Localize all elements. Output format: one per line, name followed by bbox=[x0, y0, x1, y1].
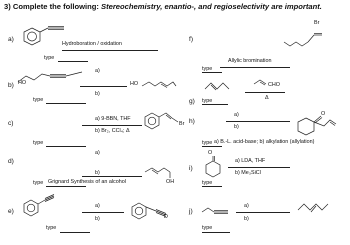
problem-b-step-a: a) bbox=[95, 68, 100, 74]
problem-c-letter: c) bbox=[8, 120, 14, 127]
problem-a-type-blank[interactable] bbox=[58, 61, 88, 62]
problem-c-step-a: a) 9-BBN, THF bbox=[95, 116, 131, 122]
problem-g-heat: Δ bbox=[265, 95, 269, 101]
problem-e-arrow bbox=[82, 212, 124, 213]
problem-j-step-b: b) bbox=[244, 216, 249, 222]
problem-j-type-label: type bbox=[202, 225, 213, 231]
problem-d-oh-label: OH bbox=[166, 179, 175, 185]
problem-e-step-b: b) bbox=[95, 216, 100, 222]
cyclohexanone-structure bbox=[203, 155, 225, 179]
problem-e-type-label: type bbox=[46, 225, 57, 231]
problem-d-arrow bbox=[82, 176, 142, 177]
alcohol-product-structure bbox=[144, 162, 180, 182]
problem-b-ho-label: HO bbox=[18, 80, 27, 86]
problem-h-note: a) B.-L. acid-base; b) alkylation (allylation) bbox=[214, 139, 315, 145]
product-alkene-structure bbox=[141, 78, 177, 90]
allyl-cyclohexanone-structure bbox=[296, 110, 342, 142]
problem-i-arrow bbox=[228, 167, 290, 168]
problem-d-step-b: b) bbox=[95, 170, 100, 176]
branched-alkene-structure bbox=[282, 30, 330, 48]
problem-b-product-ho: HO bbox=[130, 81, 139, 87]
problem-h-step-a: a) bbox=[234, 112, 239, 118]
problem-j-letter: j) bbox=[189, 208, 193, 215]
problem-e-type-blank[interactable] bbox=[60, 232, 90, 233]
problem-c-br-label: Br bbox=[179, 121, 185, 127]
problem-d-step-a: a) bbox=[95, 150, 100, 156]
problem-i-o-label: O bbox=[208, 150, 213, 156]
problem-h-arrow bbox=[226, 121, 290, 122]
problem-f-letter: f) bbox=[189, 36, 194, 43]
problem-e-step-a: a) bbox=[95, 203, 100, 209]
problem-a-arrow bbox=[62, 50, 158, 51]
problem-g-arrow bbox=[245, 92, 285, 93]
problem-i-type-blank[interactable] bbox=[202, 186, 222, 187]
problem-c-type-blank[interactable] bbox=[46, 146, 86, 147]
trans-alkene-structure bbox=[296, 200, 336, 214]
problem-j-type-blank[interactable] bbox=[202, 232, 230, 233]
problem-e-d-label: D bbox=[164, 214, 168, 220]
problem-a-letter: a) bbox=[8, 36, 14, 43]
problem-h-type-label: type bbox=[202, 140, 213, 146]
problem-b-type-label: type bbox=[33, 97, 44, 103]
problem-b-letter: b) bbox=[8, 82, 14, 89]
problem-f-br-label: Br bbox=[314, 20, 320, 26]
terminal-alkyne-structure bbox=[200, 204, 232, 216]
problem-f-reagent-text: Allylic bromination bbox=[228, 58, 272, 64]
problem-j-step-a: a) bbox=[244, 203, 249, 209]
problem-g-letter: g) bbox=[189, 98, 195, 105]
problem-g-type-label: type bbox=[202, 98, 213, 104]
problem-c-arrow bbox=[82, 125, 142, 126]
problem-f-type-label: type bbox=[202, 66, 213, 72]
problem-h-type-blank[interactable] bbox=[202, 146, 222, 147]
problem-a-type-label: type bbox=[44, 55, 55, 61]
allylbenzene-bromide-structure bbox=[144, 110, 184, 136]
problem-i-letter: i) bbox=[189, 165, 193, 172]
problem-c-step-b: b) Br₂, CCl₄; Δ bbox=[95, 128, 130, 134]
problem-a-reagent-text: Hydroboration / oxidation bbox=[62, 41, 122, 47]
question-title: 3) Complete the following: Stereochemistry, enantio-, and regioselectivity are important. bbox=[4, 2, 322, 11]
problem-h-letter: h) bbox=[189, 118, 195, 125]
problem-d-letter: d) bbox=[8, 158, 14, 165]
problem-b-arrow bbox=[80, 86, 127, 87]
alkyne-d-product-structure bbox=[130, 198, 180, 228]
problem-f-arrow bbox=[220, 67, 290, 68]
problem-h-o-label: O bbox=[321, 111, 326, 117]
problem-i-type-label: type bbox=[202, 180, 213, 186]
problem-h-step-b: b) bbox=[234, 124, 239, 130]
problem-c-type-label: type bbox=[33, 140, 44, 146]
problem-d-reaction-name: Grignard Synthesis of an alcohol bbox=[48, 179, 126, 185]
problem-j-arrow bbox=[236, 212, 290, 213]
problem-b-type-blank[interactable] bbox=[46, 103, 86, 104]
problem-d-type-label: type bbox=[33, 180, 44, 186]
diene-structure bbox=[203, 79, 233, 93]
phenylacetylene-structure bbox=[22, 22, 67, 52]
benzyl-alkyne-structure bbox=[22, 190, 72, 220]
problem-b-step-b: b) bbox=[95, 91, 100, 97]
problem-d-type-blank[interactable] bbox=[46, 186, 86, 187]
problem-f-type-blank[interactable] bbox=[202, 72, 222, 73]
alkyne-chain-structure bbox=[16, 64, 86, 84]
problem-g-type-blank[interactable] bbox=[202, 104, 228, 105]
problem-g-cho-label: CHO bbox=[268, 82, 280, 88]
title-emphasis: Stereochemistry, enantio-, and regioselectivity are important. bbox=[101, 2, 322, 11]
problem-i-step-a: a) LDA, THF bbox=[235, 158, 266, 164]
problem-e-letter: e) bbox=[8, 208, 14, 215]
problem-i-step-b: b) Me₃SiCl bbox=[235, 170, 261, 176]
